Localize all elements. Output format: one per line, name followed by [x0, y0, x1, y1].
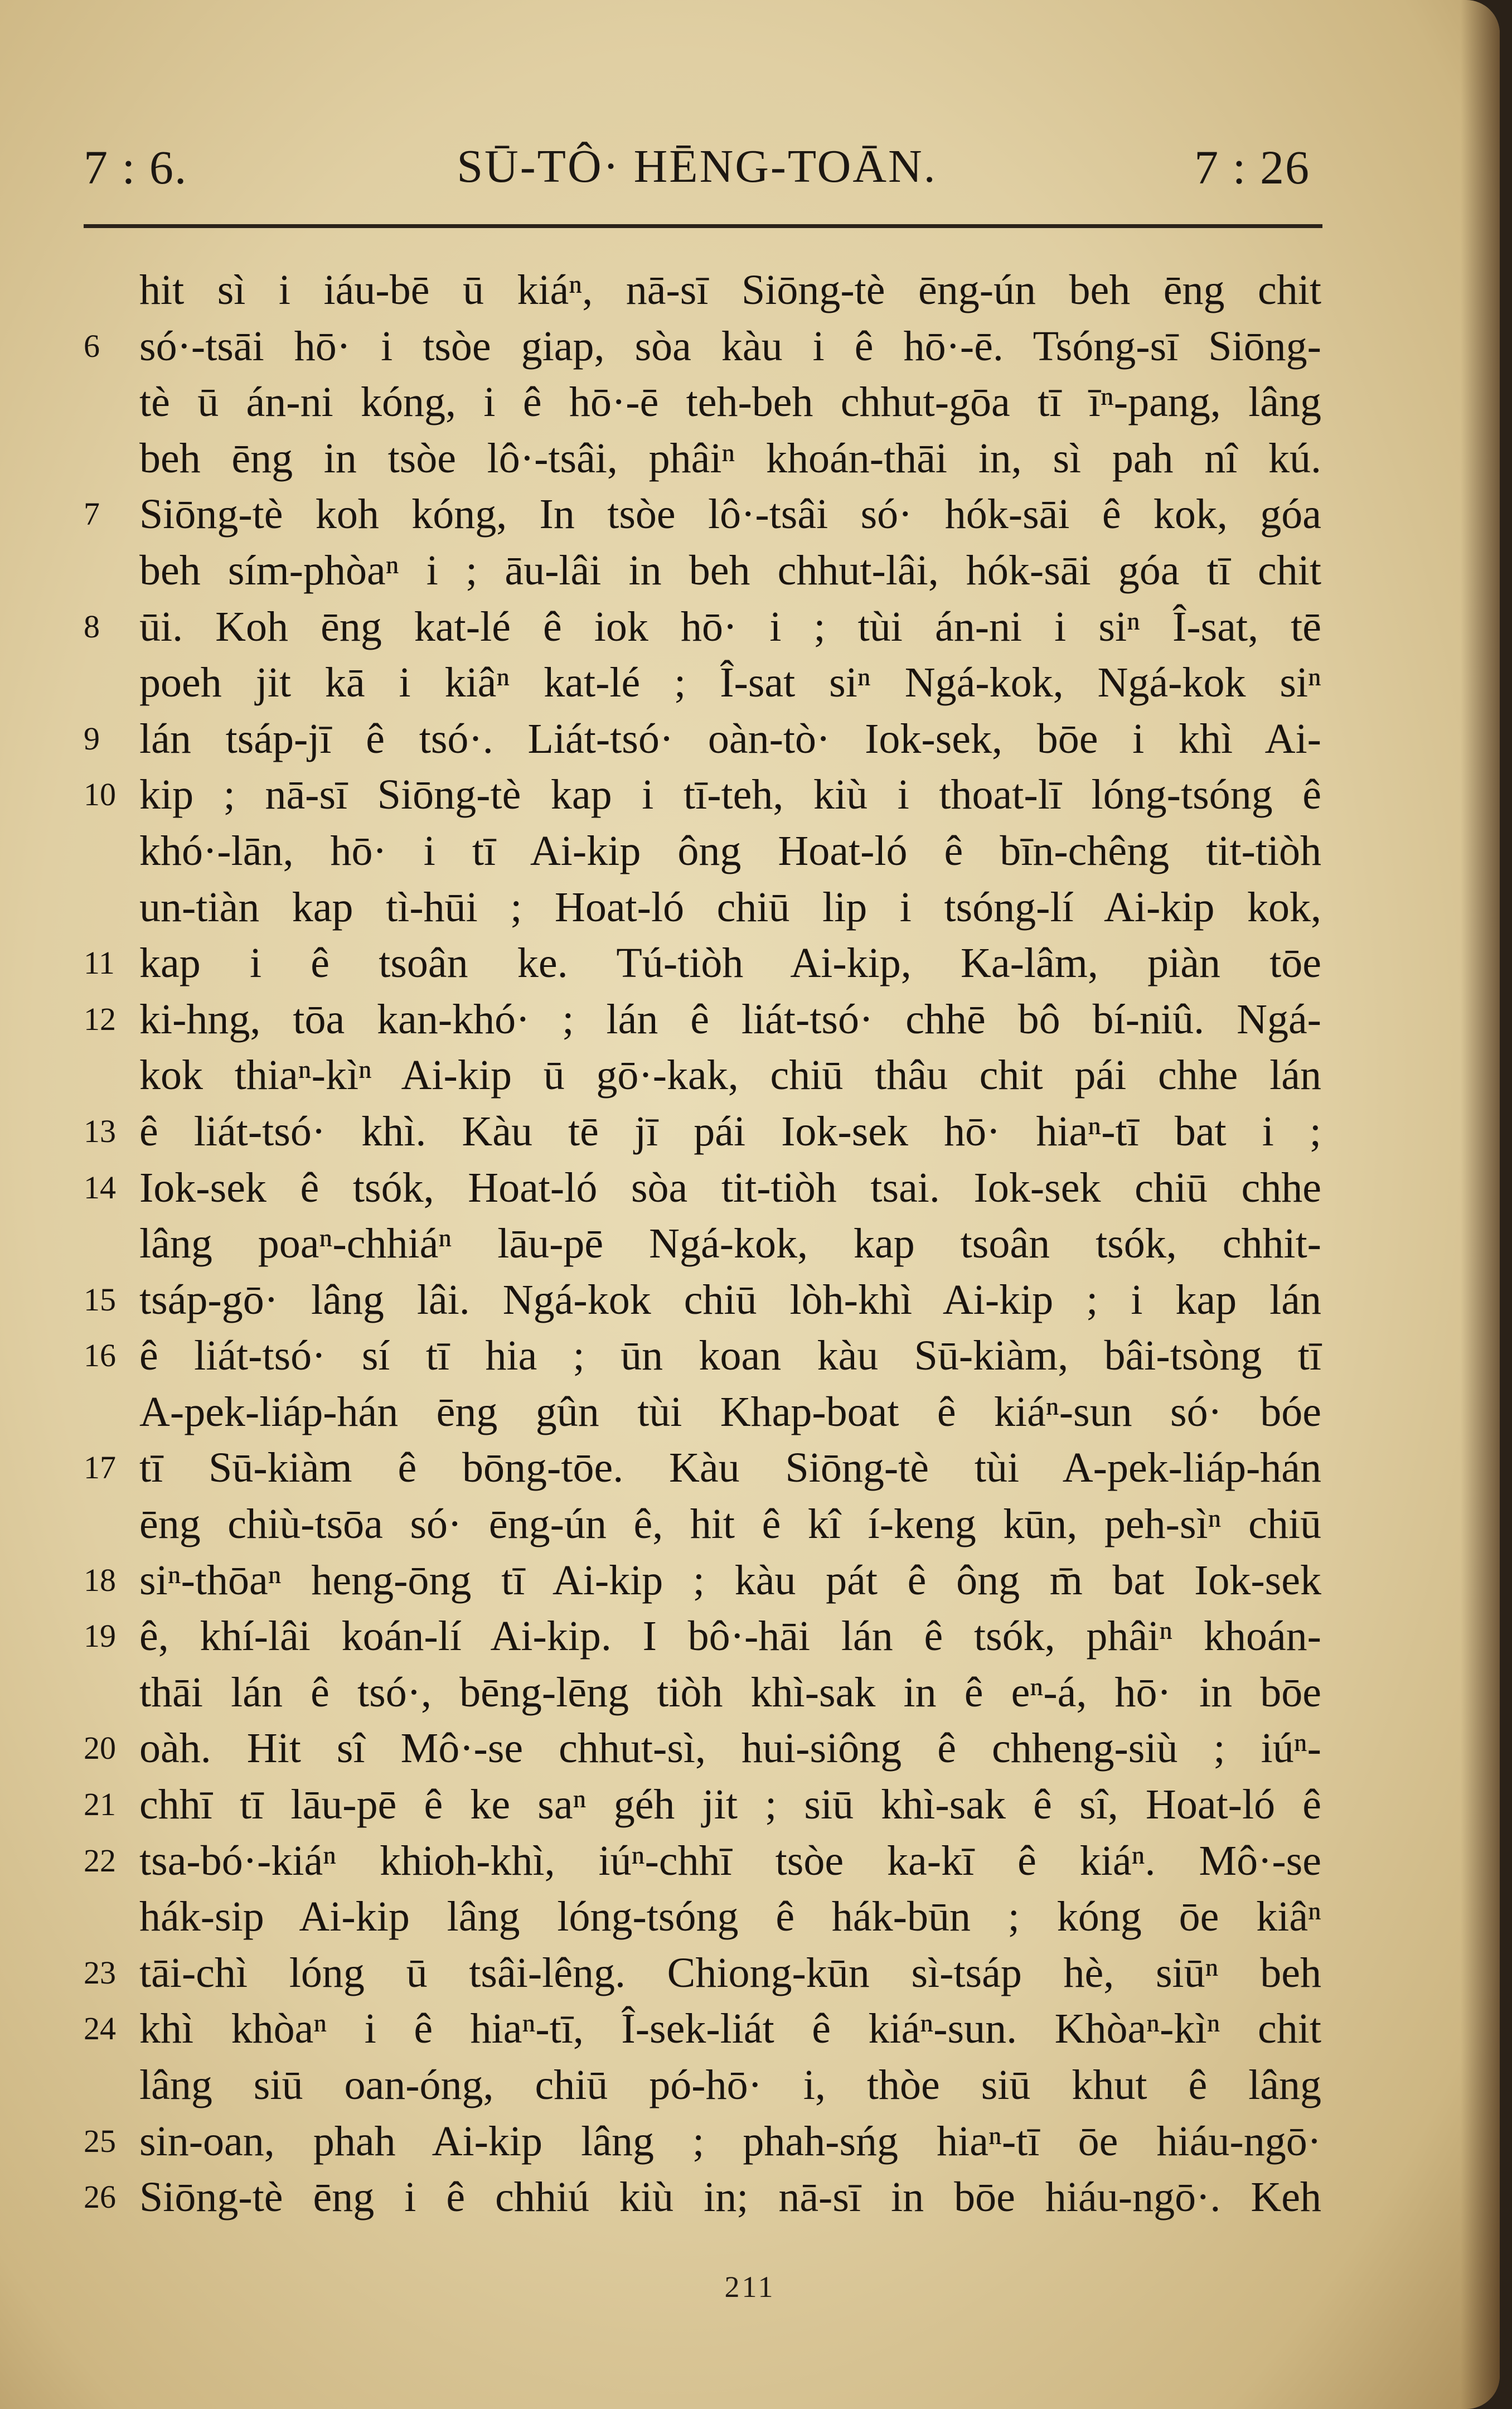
line-text: sin-oan, phah Ai-kip lâng ; phah-sńg hiaⁿ-tī ōe hiáu-ngō·	[139, 2117, 1321, 2165]
line-text: tsa-bó·-kiáⁿ khioh-khì, iúⁿ-chhī tsòe ka-kī ê kiáⁿ. Mô·-se	[139, 1837, 1321, 1884]
text-body	[84, 262, 1344, 2226]
text-line	[84, 543, 1344, 599]
text-line	[84, 262, 1344, 318]
text-line	[84, 1833, 1344, 1889]
text-line	[84, 374, 1344, 430]
text-line	[84, 1160, 1344, 1216]
line-text: lâng poaⁿ-chhiáⁿ lāu-pē Ngá-kok, kap tsoân tsók, chhit-	[139, 1220, 1321, 1268]
verse-number: 18	[84, 1561, 116, 1598]
text-line	[84, 1777, 1344, 1833]
line-text: Siōng-tè ēng i ê chhiú kiù in; nā-sī in bōe hiáu-ngō·. Keh	[139, 2174, 1321, 2221]
line-text: siⁿ-thōaⁿ heng-ōng tī Ai-kip ; kàu pát ê ông m̄ bat Iok-sek	[139, 1556, 1321, 1604]
line-text: hák-sip Ai-kip lâng lóng-tsóng ê hák-būn ; kóng ōe kiâⁿ	[139, 1893, 1321, 1941]
verse-number: 21	[84, 1786, 116, 1823]
line-text: ê liát-tsó· sí tī hia ; ūn koan kàu Sū-kiàm, bâi-tsòng tī	[139, 1332, 1321, 1380]
line-text: kap i ê tsoân ke. Tú-tiòh Ai-kip, Ka-lâm, piàn tōe	[139, 940, 1321, 987]
header-chapter-verse-start: 7 : 6.	[84, 141, 188, 194]
page-number: 211	[724, 2270, 776, 2304]
verse-number: 19	[84, 1618, 116, 1655]
text-line	[84, 1608, 1344, 1665]
line-text: khì khòaⁿ i ê hiaⁿ-tī, Î-sek-liát ê kiáⁿ-sun. Khòaⁿ-kìⁿ chit	[139, 2005, 1321, 2053]
text-line	[84, 1047, 1344, 1104]
header-rule	[84, 224, 1322, 228]
line-text: ūi. Koh ēng kat-lé ê iok hō· i ; tùi án-ni i siⁿ Î-sat, tē	[139, 603, 1321, 650]
header-chapter-verse-end: 7 : 26	[1194, 141, 1310, 194]
text-line	[84, 486, 1344, 543]
text-line	[84, 430, 1344, 487]
line-text: beh sím-phòaⁿ i ; āu-lâi in beh chhut-lâi, hók-sāi góa tī chit	[139, 546, 1321, 594]
text-line	[84, 1384, 1344, 1440]
text-line	[84, 1104, 1344, 1160]
line-text: kok thiaⁿ-kìⁿ Ai-kip ū gō·-kak, chiū thâu chit pái chhe lán	[139, 1052, 1321, 1099]
text-line	[84, 1665, 1344, 1721]
text-line	[84, 1496, 1344, 1552]
verse-number: 17	[84, 1449, 116, 1486]
text-line	[84, 1328, 1344, 1384]
text-line	[84, 1440, 1344, 1496]
line-text: khó·-lān, hō· i tī Ai-kip ông Hoat-ló ê bīn-chêng tit-tiòh	[139, 827, 1321, 874]
verse-number: 8	[84, 608, 100, 645]
line-text: Siōng-tè koh kóng, In tsòe lô·-tsâi só· hók-sāi ê kok, góa	[139, 491, 1321, 538]
line-text: ê, khí-lâi koán-lí Ai-kip. I bô·-hāi lán ê tsók, phâiⁿ khoán-	[139, 1613, 1321, 1660]
line-text: lâng siū oan-óng, chiū pó-hō· i, thòe siū khut ê lâng	[139, 2062, 1321, 2108]
verse-number: 22	[84, 1842, 116, 1879]
text-line	[84, 935, 1344, 991]
line-text: tsáp-gō· lâng lâi. Ngá-kok chiū lòh-khì Ai-kip ; i kap lán	[139, 1276, 1321, 1323]
line-text: lán tsáp-jī ê tsó·. Liát-tsó· oàn-tò· Iok-sek, bōe i khì Ai-	[139, 715, 1321, 762]
text-line	[84, 823, 1344, 879]
text-line	[84, 599, 1344, 655]
text-line	[84, 1889, 1344, 1945]
line-text: só·-tsāi hō· i tsòe giap, sòa kàu i ê hō·-ē. Tsóng-sī Siōng-	[139, 322, 1321, 370]
verse-number: 16	[84, 1337, 116, 1374]
verse-number: 9	[84, 720, 100, 757]
text-line	[84, 991, 1344, 1048]
verse-number: 10	[84, 776, 116, 813]
line-text: poeh jit kā i kiâⁿ kat-lé ; Î-sat siⁿ Ngá-kok, Ngá-kok siⁿ	[139, 659, 1321, 707]
text-line	[84, 711, 1344, 767]
page-edge-shadow	[1461, 0, 1500, 2409]
verse-number: 26	[84, 2179, 116, 2215]
line-text: ki-hng, tōa kan-khó· ; lán ê liát-tsó· chhē bô bí-niû. Ngá-	[139, 995, 1321, 1043]
line-text: chhī tī lāu-pē ê ke saⁿ géh jit ; siū khì-sak ê sî, Hoat-ló ê	[139, 1781, 1321, 1828]
verse-number: 7	[84, 496, 100, 533]
line-text: ēng chiù-tsōa só· ēng-ún ê, hit ê kî í-keng kūn, peh-sìⁿ chiū	[139, 1501, 1321, 1548]
text-line	[84, 1272, 1344, 1328]
verse-number: 15	[84, 1281, 116, 1318]
text-line	[84, 2001, 1344, 2057]
text-line	[84, 1945, 1344, 2001]
text-line	[84, 1552, 1344, 1609]
verse-number: 14	[84, 1169, 116, 1206]
line-text: un-tiàn kap tì-hūi ; Hoat-ló chiū lip i tsóng-lí Ai-kip kok,	[139, 883, 1321, 931]
verse-number: 23	[84, 1954, 116, 1991]
text-line	[84, 2113, 1344, 2170]
line-text: hit sì i iáu-bē ū kiáⁿ, nā-sī Siōng-tè ēng-ún beh ēng chit	[139, 267, 1321, 313]
header-book-title: SŪ-TÔ· HĒNG-TOĀN.	[457, 141, 937, 192]
text-line	[84, 2169, 1344, 2226]
running-header	[84, 139, 1310, 212]
line-text: A-pek-liáp-hán ēng gûn tùi Khap-boat ê kiáⁿ-sun só· bóe	[139, 1388, 1321, 1435]
verse-number: 20	[84, 1730, 116, 1767]
text-line	[84, 1720, 1344, 1777]
line-text: tī Sū-kiàm ê bōng-tōe. Kàu Siōng-tè tùi A-pek-liáp-hán	[139, 1444, 1321, 1492]
text-line	[84, 879, 1344, 936]
text-line	[84, 1216, 1344, 1272]
verse-number: 13	[84, 1112, 116, 1149]
text-line	[84, 2057, 1344, 2113]
verse-number: 24	[84, 2010, 116, 2047]
text-line	[84, 318, 1344, 375]
text-line	[84, 655, 1344, 711]
text-line	[84, 767, 1344, 823]
line-text: thāi lán ê tsó·, bēng-lēng tiòh khì-sak in ê eⁿ-á, hō· in bōe	[139, 1668, 1321, 1716]
line-text: beh ēng in tsòe lô·-tsâi, phâiⁿ khoán-thāi in, sì pah nî kú.	[139, 434, 1321, 482]
line-text: oàh. Hit sî Mô·-se chhut-sì, hui-siông ê chheng-siù ; iúⁿ-	[139, 1725, 1321, 1772]
line-text: kip ; nā-sī Siōng-tè kap i tī-teh, kiù i thoat-lī lóng-tsóng ê	[139, 771, 1321, 819]
verse-number: 6	[84, 327, 100, 364]
verse-number: 25	[84, 2122, 116, 2159]
line-text: ê liát-tsó· khì. Kàu tē jī pái Iok-sek hō· hiaⁿ-tī bat i ;	[139, 1107, 1321, 1155]
verse-number: 11	[84, 945, 115, 981]
line-text: Iok-sek ê tsók, Hoat-ló sòa tit-tiòh tsai. Iok-sek chiū chhe	[139, 1164, 1321, 1211]
line-text: tāi-chì lóng ū tsâi-lêng. Chiong-kūn sì-tsáp hè, siūⁿ beh	[139, 1949, 1321, 1996]
line-text: tè ū án-ni kóng, i ê hō·-ē teh-beh chhut-gōa tī īⁿ-pang, lâng	[139, 379, 1321, 426]
verse-number: 12	[84, 1000, 116, 1037]
